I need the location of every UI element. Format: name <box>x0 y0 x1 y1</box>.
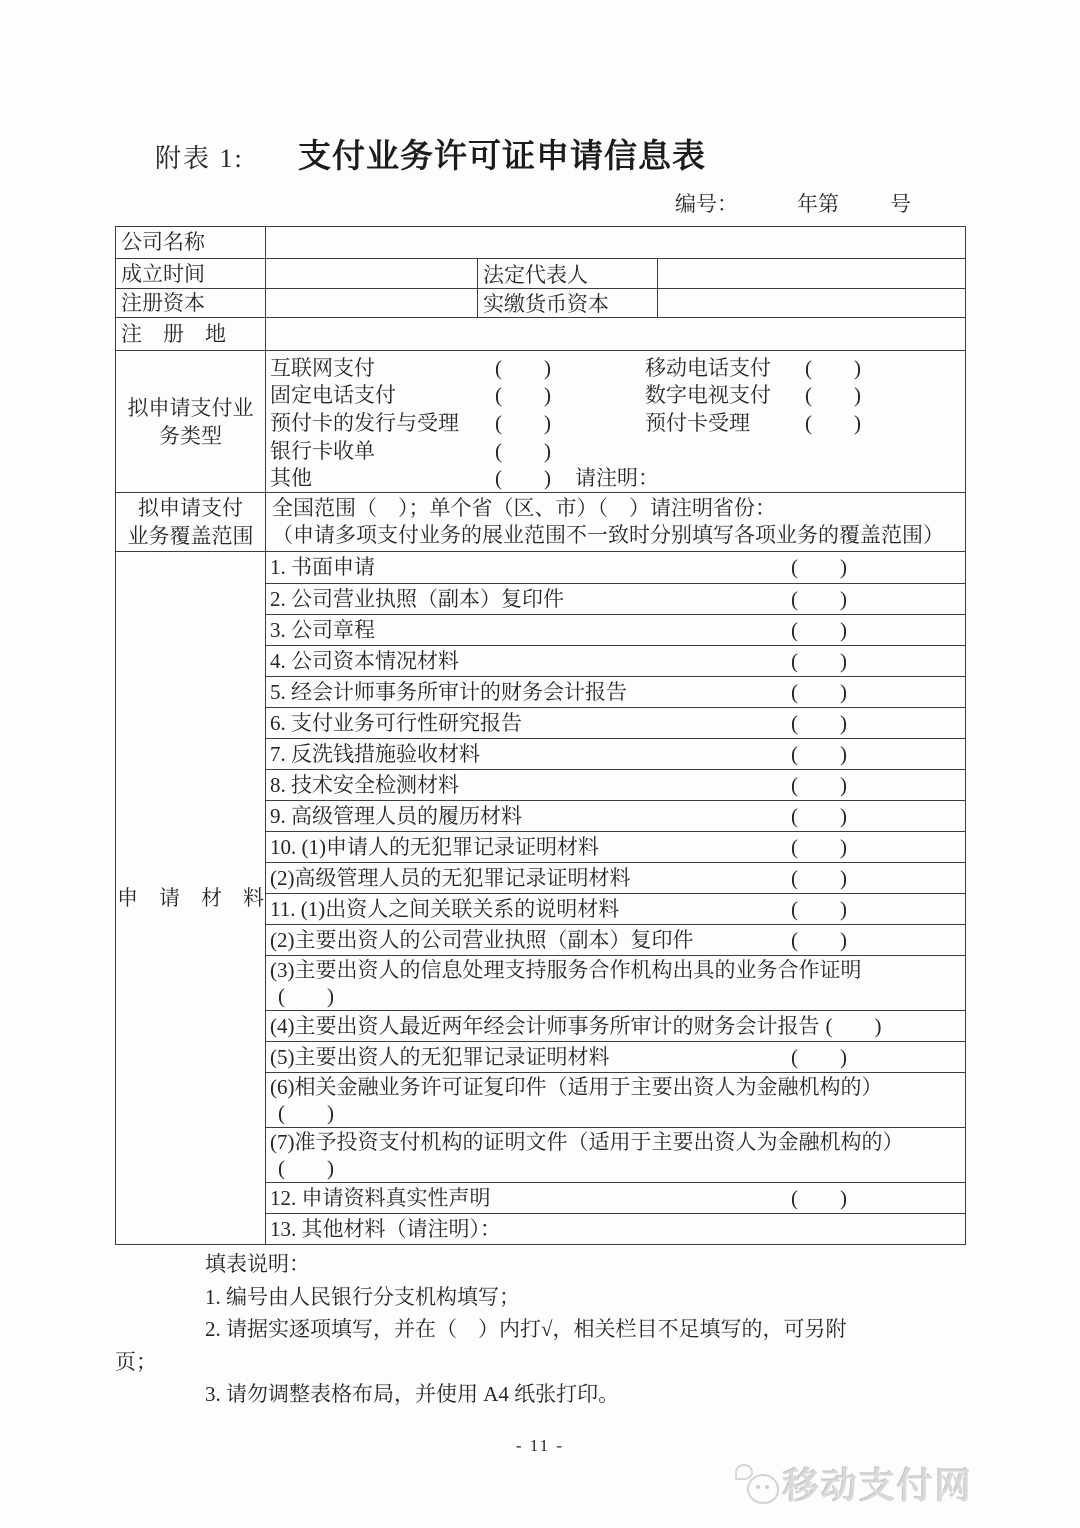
page-number: - 11 - <box>515 1436 565 1455</box>
material-item-text: 4. 公司资本情况材料 <box>270 649 459 673</box>
material-item-row <box>266 1127 965 1182</box>
checkbox-paren[interactable]: ( ) <box>278 984 334 1008</box>
instruction-line: 填表说明： <box>205 1252 310 1276</box>
material-item-text: (4)主要出资人最近两年经会计师事务所审计的财务会计报告 <box>270 1014 820 1038</box>
fill-instructions <box>115 1248 967 1411</box>
material-item-row <box>266 1213 965 1244</box>
appendix-label: 附表 1: <box>155 144 244 173</box>
materials-row <box>116 551 965 1244</box>
speech-bubble-small-icon <box>735 1464 753 1480</box>
material-item-text: 1. 书面申请 <box>270 555 375 579</box>
note-label: 请注明： <box>575 466 659 491</box>
serial-number-label: 编号： <box>675 192 738 216</box>
material-item-row <box>266 1072 965 1127</box>
checkbox-paren[interactable]: ( ) <box>805 355 861 380</box>
serial-number-line <box>0 188 1080 218</box>
registered-place-field[interactable] <box>266 318 965 350</box>
checkbox-paren[interactable]: ( ) <box>278 1156 334 1180</box>
serial-year-label: 年第 <box>797 192 839 216</box>
checkbox-paren[interactable]: ( ) <box>791 773 847 797</box>
material-item-text: (7)准予投资支付机构的证明文件（适用于主要出资人为金融机构的） <box>270 1130 904 1154</box>
checkbox-paren[interactable]: ( ) <box>791 866 847 890</box>
registered-capital-row <box>116 288 965 317</box>
material-item-text: 9. 高级管理人员的履历材料 <box>270 804 522 828</box>
checkbox-paren[interactable]: ( ) <box>791 618 847 642</box>
paid-capital-label: 实缴货币资本 <box>478 289 658 317</box>
checkbox-paren[interactable]: ( ) <box>791 928 847 952</box>
registered-place-row <box>116 317 965 350</box>
coverage-row <box>116 492 965 551</box>
checkbox-paren[interactable]: ( ) <box>495 383 551 408</box>
business-type-line <box>270 381 965 409</box>
business-type-option-label: 银行卡收单 <box>270 438 375 463</box>
instruction-line: 3. 请勿调整表格布局，并使用 A4 纸张打印。 <box>205 1382 620 1406</box>
material-item-text: 2. 公司营业执照（副本）复印件 <box>270 587 564 611</box>
material-item-row <box>266 1041 965 1072</box>
business-type-line <box>270 353 965 381</box>
material-item-text: 7. 反洗钱措施验收材料 <box>270 742 480 766</box>
establish-date-label: 成立时间 <box>116 259 266 288</box>
material-item-text: (5)主要出资人的无犯罪记录证明材料 <box>270 1045 610 1069</box>
checkbox-paren[interactable]: ( ) <box>791 1045 847 1069</box>
coverage-content <box>266 493 965 551</box>
checkbox-paren[interactable]: ( ) <box>791 835 847 859</box>
material-item-row <box>266 1010 965 1041</box>
material-item-text: 13. 其他材料（请注明）： <box>270 1217 501 1241</box>
registered-capital-field[interactable] <box>266 289 478 317</box>
coverage-line2: （申请多项支付业务的展业范围不一致时分别填写各项业务的覆盖范围） <box>272 523 944 547</box>
coverage-section-label: 拟申请支付 业务覆盖范围 <box>116 493 266 551</box>
material-item-row <box>266 738 965 769</box>
material-item-text: 8. 技术安全检测材料 <box>270 773 459 797</box>
business-type-option-label: 数字电视支付 <box>645 383 771 408</box>
checkbox-paren[interactable]: ( ) <box>278 1101 334 1125</box>
checkbox-paren[interactable]: ( ) <box>791 680 847 704</box>
material-item-text: 6. 支付业务可行性研究报告 <box>270 711 522 735</box>
coverage-line1: 全国范围（ ）；单个省（区、市）（ ）请注明省份： <box>272 496 776 520</box>
material-item-row <box>266 831 965 862</box>
watermark-text: 移动支付网 <box>783 1465 974 1506</box>
checkbox-paren[interactable]: ( ) <box>825 1014 882 1038</box>
checkbox-paren[interactable]: ( ) <box>805 410 861 435</box>
checkbox-paren[interactable]: ( ) <box>495 355 551 380</box>
instruction-line: 2. 请据实逐项填写，并在（ ）内打√，相关栏目不足填写的，可另附 <box>205 1317 847 1341</box>
business-type-option-label: 其他 <box>270 466 312 491</box>
checkbox-paren[interactable]: ( ) <box>791 649 847 673</box>
materials-checklist <box>266 552 965 1244</box>
material-item-row <box>266 924 965 955</box>
material-item-text: 11. (1)出资人之间关联关系的说明材料 <box>270 897 620 921</box>
business-type-option-label: 预付卡的发行与受理 <box>270 410 459 435</box>
material-item-text: 5. 经会计师事务所审计的财务会计报告 <box>270 680 627 704</box>
material-item-row <box>266 893 965 924</box>
paid-capital-field[interactable] <box>658 289 965 317</box>
legal-rep-label: 法定代表人 <box>478 259 658 288</box>
material-item-text: (2)主要出资人的公司营业执照（副本）复印件 <box>270 928 694 952</box>
material-item-text: (2)高级管理人员的无犯罪记录证明材料 <box>270 866 631 890</box>
checkbox-paren[interactable]: ( ) <box>495 438 551 463</box>
checkbox-paren[interactable]: ( ) <box>805 383 861 408</box>
material-item-row <box>266 769 965 800</box>
material-item-text: (3)主要出资人的信息处理支持服务合作机构出具的业务合作证明 <box>270 958 862 982</box>
materials-section-label: 申 请 材 料 <box>116 552 266 1244</box>
business-type-option-label: 预付卡受理 <box>645 410 750 435</box>
material-item-row <box>266 707 965 738</box>
checkbox-paren[interactable]: ( ) <box>791 804 847 828</box>
checkbox-paren[interactable]: ( ) <box>791 555 847 579</box>
page-title: 支付业务许可证申请信息表 <box>298 137 706 174</box>
material-item-row <box>266 1182 965 1213</box>
watermark <box>733 1458 973 1509</box>
checkbox-paren[interactable]: ( ) <box>791 742 847 766</box>
material-item-text: 12. 申请资料真实性声明 <box>270 1186 491 1210</box>
checkbox-paren[interactable]: ( ) <box>791 1186 847 1210</box>
business-type-option-label: 移动电话支付 <box>645 355 771 380</box>
speech-bubble-face-icon <box>747 1474 779 1504</box>
material-item-row <box>266 955 965 1010</box>
business-type-option-label: 互联网支付 <box>270 355 375 380</box>
company-name-row <box>116 227 965 258</box>
serial-suffix-label: 号 <box>890 192 911 216</box>
checkbox-paren[interactable]: ( ) <box>791 711 847 735</box>
business-types-options <box>266 351 965 492</box>
business-type-option-label: 固定电话支付 <box>270 383 396 408</box>
business-type-line <box>270 408 965 436</box>
business-types-section-label: 拟申请支付业 务类型 <box>116 351 266 492</box>
business-type-line <box>270 463 965 491</box>
establish-date-field[interactable] <box>266 259 478 288</box>
legal-rep-field[interactable] <box>658 259 965 288</box>
business-types-row <box>116 350 965 492</box>
material-item-row <box>266 614 965 645</box>
company-name-field[interactable] <box>266 227 965 258</box>
checkbox-paren[interactable]: ( ) <box>495 410 551 435</box>
material-item-row <box>266 583 965 614</box>
company-name-label: 公司名称 <box>116 227 266 258</box>
instruction-line: 1. 编号由人民银行分支机构填写； <box>205 1284 520 1309</box>
business-type-line <box>270 436 965 464</box>
material-item-row <box>266 645 965 676</box>
mpaypass-logo-icon <box>733 1462 783 1506</box>
instruction-line: 页； <box>115 1349 157 1374</box>
checkbox-paren[interactable]: ( ) <box>791 587 847 611</box>
material-item-text: 3. 公司章程 <box>270 618 375 642</box>
application-form-table <box>115 226 966 1245</box>
material-item-text: 10. (1)申请人的无犯罪记录证明材料 <box>270 835 599 859</box>
registered-place-label: 注 册 地 <box>116 318 266 350</box>
checkbox-paren[interactable]: ( ) <box>495 466 551 491</box>
material-item-row <box>266 862 965 893</box>
material-item-row <box>266 800 965 831</box>
registered-capital-label: 注册资本 <box>116 289 266 317</box>
material-item-text: (6)相关金融业务许可证复印件（适用于主要出资人为金融机构的） <box>270 1075 883 1099</box>
material-item-row <box>266 552 965 583</box>
establish-date-row <box>116 258 965 288</box>
material-item-row <box>266 676 965 707</box>
checkbox-paren[interactable]: ( ) <box>791 897 847 921</box>
